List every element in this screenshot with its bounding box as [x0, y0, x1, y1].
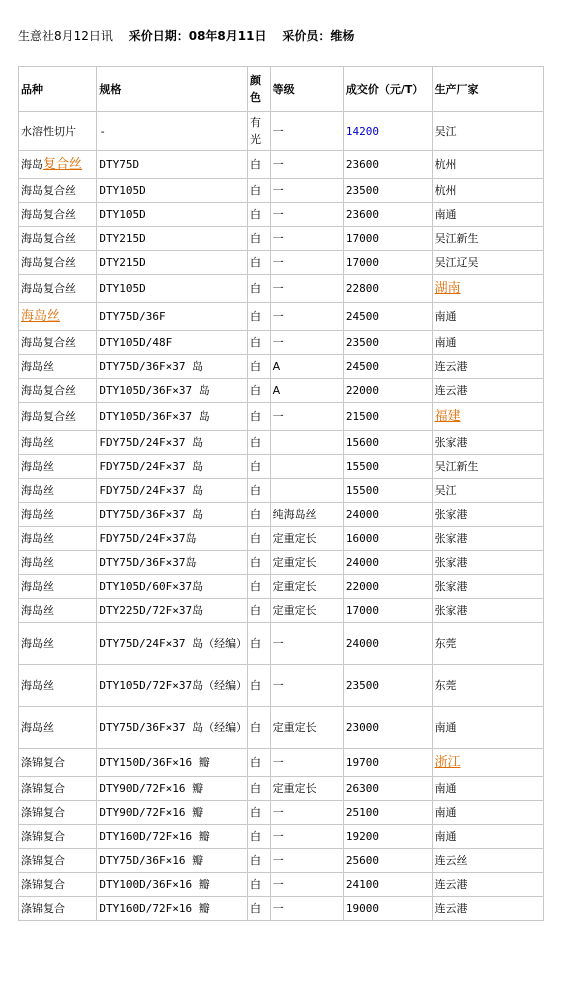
table-row: [19, 403, 544, 431]
cell-color: 白: [248, 575, 271, 599]
cell-color: 白: [248, 179, 271, 203]
cell-price: 22000: [344, 575, 433, 599]
cell-maker: 吴江辽吴: [433, 251, 544, 275]
cell-spec: DTY75D/36F: [97, 303, 248, 331]
cell-spec: DTY105D/60F×37岛: [97, 575, 248, 599]
table-row: [19, 355, 544, 379]
cell-color: 白: [248, 897, 271, 921]
cell-spec: DTY105D/48F: [97, 331, 248, 355]
cell-grade: 一: [271, 897, 344, 921]
cell-color: 白: [248, 251, 271, 275]
cell-price: 17000: [344, 599, 433, 623]
cell-maker: 张家港: [433, 575, 544, 599]
table-row: [19, 599, 544, 623]
cell-grade: 一: [271, 331, 344, 355]
cell-maker: 张家港: [433, 503, 544, 527]
cell-maker: [433, 275, 544, 303]
cell-color: 白: [248, 151, 271, 179]
cell-grade: 一: [271, 151, 344, 179]
cell-color: 白: [248, 455, 271, 479]
table-row: [19, 873, 544, 897]
cell-grade: 定重定长: [271, 551, 344, 575]
cell-grade: 定重定长: [271, 777, 344, 801]
cell-maker: [433, 403, 544, 431]
table-row: [19, 151, 544, 179]
cell-grade: 一: [271, 275, 344, 303]
cell-price: 14200: [344, 112, 433, 151]
cell-price: 23500: [344, 179, 433, 203]
cell-variety: 涤锦复合: [19, 777, 97, 801]
cell-price: 25600: [344, 849, 433, 873]
table-row: [19, 749, 544, 777]
cell-price: 16000: [344, 527, 433, 551]
cell-color: 白: [248, 623, 271, 665]
cell-variety: 海岛丝: [19, 527, 97, 551]
cell-maker: 张家港: [433, 599, 544, 623]
cell-spec: DTY215D: [97, 227, 248, 251]
cell-variety: 海岛复合丝: [19, 203, 97, 227]
cell-maker: 南通: [433, 303, 544, 331]
cell-price: 24500: [344, 355, 433, 379]
cell-spec: DTY105D: [97, 203, 248, 227]
table-row: [19, 527, 544, 551]
cell-maker: 连云丝: [433, 849, 544, 873]
cell-grade: 一: [271, 403, 344, 431]
cell-spec: DTY75D/36F×37 岛: [97, 355, 248, 379]
cell-color: 白: [248, 849, 271, 873]
cell-variety: 海岛复合丝: [19, 331, 97, 355]
cell-price: 24000: [344, 551, 433, 575]
cell-variety: 海岛丝: [19, 599, 97, 623]
cell-variety: 海岛复合丝: [19, 227, 97, 251]
table-body: [19, 112, 544, 921]
cell-spec: DTY75D/24F×37 岛（经编）: [97, 623, 248, 665]
cell-spec: FDY75D/24F×37 岛: [97, 455, 248, 479]
cell-variety: 海岛复合丝: [19, 251, 97, 275]
header-maker: 生产厂家: [433, 67, 544, 112]
cell-grade: 纯海岛丝: [271, 503, 344, 527]
cell-maker: 杭州: [433, 151, 544, 179]
cell-maker: 张家港: [433, 527, 544, 551]
cell-maker: 连云港: [433, 897, 544, 921]
cell-price: 22000: [344, 379, 433, 403]
cell-maker: 南通: [433, 777, 544, 801]
variety-link[interactable]: 复合丝: [43, 157, 83, 172]
cell-spec: DTY75D/36F×37 岛（经编）: [97, 707, 248, 749]
cell-spec: FDY75D/24F×37岛: [97, 527, 248, 551]
table-row: [19, 479, 544, 503]
cell-color: 白: [248, 825, 271, 849]
table-row: [19, 331, 544, 355]
cell-spec: DTY75D/36F×37 岛: [97, 503, 248, 527]
cell-price: 17000: [344, 251, 433, 275]
cell-spec: DTY90D/72F×16 瓣: [97, 777, 248, 801]
cell-variety: [19, 151, 97, 179]
cell-maker: 东莞: [433, 665, 544, 707]
cell-variety: 涤锦复合: [19, 897, 97, 921]
cell-grade: 一: [271, 665, 344, 707]
cell-price: 17000: [344, 227, 433, 251]
cell-price: 24100: [344, 873, 433, 897]
cell-spec: DTY105D: [97, 275, 248, 303]
cell-maker: 吴江新生: [433, 455, 544, 479]
table-row: [19, 801, 544, 825]
cell-variety: 海岛丝: [19, 503, 97, 527]
cell-variety: 海岛复合丝: [19, 379, 97, 403]
cell-maker: 张家港: [433, 551, 544, 575]
cell-maker: 南通: [433, 825, 544, 849]
cell-grade: 定重定长: [271, 527, 344, 551]
header-color: 颜色: [248, 67, 271, 112]
maker-link[interactable]: 福建: [434, 409, 461, 424]
header-variety: 品种: [19, 67, 97, 112]
cell-variety: 海岛丝: [19, 551, 97, 575]
cell-color: 白: [248, 227, 271, 251]
cell-price: 23000: [344, 707, 433, 749]
cell-variety: 海岛丝: [19, 355, 97, 379]
cell-color: 白: [248, 749, 271, 777]
cell-variety: 海岛丝: [19, 665, 97, 707]
cell-variety: 涤锦复合: [19, 749, 97, 777]
cell-variety: 海岛复合丝: [19, 179, 97, 203]
cell-grade: 一: [271, 303, 344, 331]
cell-spec: DTY75D: [97, 151, 248, 179]
cell-color: 白: [248, 403, 271, 431]
cell-color: 有光: [248, 112, 271, 151]
table-row: [19, 303, 544, 331]
cell-maker: 南通: [433, 707, 544, 749]
cell-variety: 海岛丝: [19, 707, 97, 749]
cell-price: 21500: [344, 403, 433, 431]
header-spec: 规格: [97, 67, 248, 112]
cell-grade: [271, 431, 344, 455]
cell-spec: DTY75D/36F×37岛: [97, 551, 248, 575]
table-row: [19, 623, 544, 665]
cell-maker: 连云港: [433, 355, 544, 379]
table-row: [19, 503, 544, 527]
cell-maker: 张家港: [433, 431, 544, 455]
cell-price: 23600: [344, 203, 433, 227]
cell-maker: 杭州: [433, 179, 544, 203]
price-table: [18, 66, 544, 921]
cell-price: 19200: [344, 825, 433, 849]
cell-spec: FDY75D/24F×37 岛: [97, 479, 248, 503]
table-row: [19, 179, 544, 203]
cell-grade: [271, 455, 344, 479]
cell-color: 白: [248, 665, 271, 707]
cell-price: 25100: [344, 801, 433, 825]
cell-spec: DTY160D/72F×16 瓣: [97, 825, 248, 849]
cell-maker: 南通: [433, 801, 544, 825]
variety-prefix: 海岛: [21, 158, 43, 171]
maker-link[interactable]: 浙江: [434, 755, 461, 770]
maker-link[interactable]: 湖南: [434, 281, 461, 296]
cell-price: 24500: [344, 303, 433, 331]
cell-price: 23500: [344, 665, 433, 707]
cell-variety: 水溶性切片: [19, 112, 97, 151]
cell-variety: 海岛丝: [19, 455, 97, 479]
cell-price: 19000: [344, 897, 433, 921]
cell-grade: 一: [271, 825, 344, 849]
cell-maker: 南通: [433, 203, 544, 227]
cell-grade: 一: [271, 112, 344, 151]
cell-spec: DTY105D/36F×37 岛: [97, 403, 248, 431]
cell-grade: [271, 479, 344, 503]
cell-variety: 海岛复合丝: [19, 275, 97, 303]
header-price: 成交价（元/T）: [344, 67, 433, 112]
cell-price: 15600: [344, 431, 433, 455]
cell-color: 白: [248, 275, 271, 303]
cell-color: 白: [248, 551, 271, 575]
cell-spec: DTY225D/72F×37岛: [97, 599, 248, 623]
cell-color: 白: [248, 331, 271, 355]
cell-color: 白: [248, 801, 271, 825]
cell-maker: 东莞: [433, 623, 544, 665]
cell-color: 白: [248, 479, 271, 503]
cell-spec: DTY215D: [97, 251, 248, 275]
cell-maker: 南通: [433, 331, 544, 355]
cell-grade: 一: [271, 623, 344, 665]
cell-price: 15500: [344, 479, 433, 503]
cell-maker: 吴江: [433, 112, 544, 151]
cell-variety: 涤锦复合: [19, 825, 97, 849]
cell-grade: 定重定长: [271, 575, 344, 599]
cell-variety: 海岛丝: [19, 575, 97, 599]
cell-price: 15500: [344, 455, 433, 479]
cell-spec: -: [97, 112, 248, 151]
cell-variety: 涤锦复合: [19, 873, 97, 897]
cell-maker: 连云港: [433, 873, 544, 897]
table-row: [19, 112, 544, 151]
cell-maker: 吴江新生: [433, 227, 544, 251]
table-row: [19, 251, 544, 275]
table-row: [19, 455, 544, 479]
cell-spec: DTY105D/36F×37 岛: [97, 379, 248, 403]
cell-grade: A: [271, 379, 344, 403]
cell-spec: DTY105D: [97, 179, 248, 203]
cell-spec: DTY90D/72F×16 瓣: [97, 801, 248, 825]
cell-variety: 海岛丝: [19, 479, 97, 503]
cell-grade: 一: [271, 873, 344, 897]
cell-maker: 连云港: [433, 379, 544, 403]
cell-grade: 定重定长: [271, 707, 344, 749]
variety-link[interactable]: 海岛丝: [21, 309, 61, 324]
cell-price: 24000: [344, 623, 433, 665]
cell-price: 22800: [344, 275, 433, 303]
cell-grade: 定重定长: [271, 599, 344, 623]
table-row: [19, 575, 544, 599]
cell-grade: 一: [271, 179, 344, 203]
cell-color: 白: [248, 777, 271, 801]
cell-color: 白: [248, 303, 271, 331]
cell-color: 白: [248, 355, 271, 379]
table-row: [19, 707, 544, 749]
table-row: [19, 203, 544, 227]
cell-variety: [19, 303, 97, 331]
cell-color: 白: [248, 431, 271, 455]
cell-maker: 吴江: [433, 479, 544, 503]
cell-price: 24000: [344, 503, 433, 527]
cell-price: 23600: [344, 151, 433, 179]
cell-spec: DTY105D/72F×37岛（经编）: [97, 665, 248, 707]
table-row: [19, 551, 544, 575]
cell-spec: DTY150D/36F×16 瓣: [97, 749, 248, 777]
cell-grade: 一: [271, 849, 344, 873]
cell-price: 26300: [344, 777, 433, 801]
table-row: [19, 665, 544, 707]
header-grade: 等级: [271, 67, 344, 112]
table-row: [19, 227, 544, 251]
cell-spec: DTY160D/72F×16 瓣: [97, 897, 248, 921]
cell-grade: A: [271, 355, 344, 379]
table-row: [19, 431, 544, 455]
report-header: [18, 27, 354, 44]
table-row: [19, 275, 544, 303]
cell-color: 白: [248, 599, 271, 623]
cell-color: 白: [248, 707, 271, 749]
cell-grade: 一: [271, 801, 344, 825]
table-row: [19, 379, 544, 403]
cell-price: 23500: [344, 331, 433, 355]
cell-spec: DTY100D/36F×16 瓣: [97, 873, 248, 897]
table-header-row: [19, 67, 544, 112]
news-source: 生意社8月12日讯: [18, 29, 113, 43]
cell-variety: 涤锦复合: [19, 849, 97, 873]
cell-variety: 海岛复合丝: [19, 403, 97, 431]
cell-grade: 一: [271, 203, 344, 227]
price-date: 采价日期：08年8月11日: [128, 29, 267, 43]
cell-color: 白: [248, 527, 271, 551]
cell-variety: 海岛丝: [19, 431, 97, 455]
cell-grade: 一: [271, 251, 344, 275]
cell-grade: 一: [271, 749, 344, 777]
table-row: [19, 849, 544, 873]
price-collector: 采价员：维杨: [282, 29, 355, 43]
cell-variety: 海岛丝: [19, 623, 97, 665]
cell-price: 19700: [344, 749, 433, 777]
table-row: [19, 777, 544, 801]
cell-spec: DTY75D/36F×16 瓣: [97, 849, 248, 873]
cell-color: 白: [248, 379, 271, 403]
cell-grade: 一: [271, 227, 344, 251]
table-row: [19, 897, 544, 921]
cell-maker: [433, 749, 544, 777]
cell-spec: FDY75D/24F×37 岛: [97, 431, 248, 455]
table-row: [19, 825, 544, 849]
cell-color: 白: [248, 503, 271, 527]
cell-color: 白: [248, 203, 271, 227]
cell-color: 白: [248, 873, 271, 897]
cell-variety: 涤锦复合: [19, 801, 97, 825]
